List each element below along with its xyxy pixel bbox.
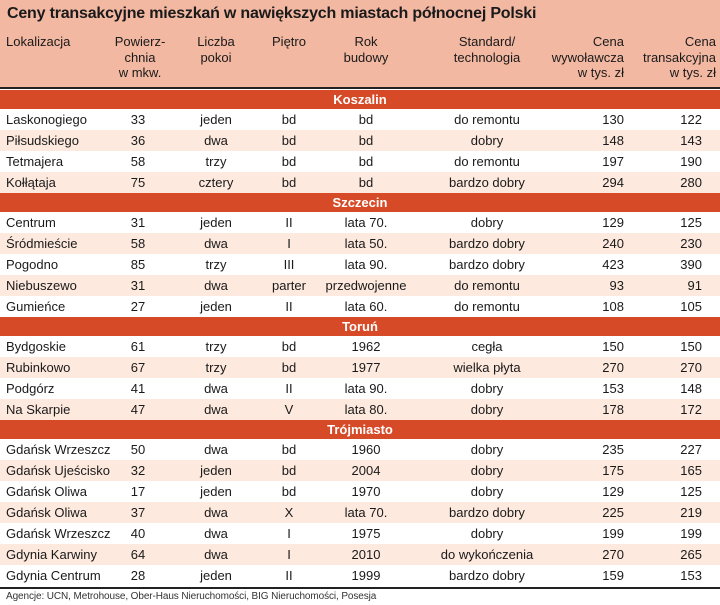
cell-transaction-price: 270	[680, 360, 702, 375]
cell-asking-price: 178	[602, 402, 624, 417]
cell-standard: bardzo dobry	[449, 505, 525, 520]
cell-standard: do remontu	[454, 112, 520, 127]
cell-transaction-price: 150	[680, 339, 702, 354]
cell-standard: dobry	[470, 133, 504, 148]
cell-rooms: jeden	[200, 568, 232, 583]
header-transaction-price: Cena transakcyjna w tys. zł	[643, 34, 716, 80]
cell-standard: dobry	[470, 215, 504, 230]
table-row	[0, 130, 720, 151]
cell-transaction-price: 105	[680, 299, 702, 314]
header-year: Rok budowy	[343, 34, 389, 65]
cell-transaction-price: 125	[680, 484, 702, 499]
cell-floor: bd	[281, 133, 297, 148]
cell-year: lata 90.	[344, 257, 388, 272]
cell-year: 1970	[351, 484, 381, 499]
table-row	[0, 109, 720, 130]
cell-transaction-price: 219	[680, 505, 702, 520]
cell-floor: bd	[281, 463, 297, 478]
cell-area: 40	[130, 526, 146, 541]
cell-location: Gdańsk Oliwa	[6, 484, 87, 499]
cell-location: Piłsudskiego	[6, 133, 79, 148]
cell-transaction-price: 153	[680, 568, 702, 583]
cell-floor: bd	[281, 360, 297, 375]
table-row	[0, 544, 720, 565]
cell-transaction-price: 190	[680, 154, 702, 169]
table-row	[0, 502, 720, 523]
table-row	[0, 523, 720, 544]
table-row	[0, 151, 720, 172]
cell-asking-price: 175	[602, 463, 624, 478]
cell-location: Tetmajera	[6, 154, 64, 169]
cell-floor: II	[285, 381, 293, 396]
cell-transaction-price: 280	[680, 175, 702, 190]
cell-asking-price: 130	[602, 112, 624, 127]
cell-standard: cegła	[471, 339, 503, 354]
cell-location: Laskonogiego	[6, 112, 87, 127]
table-row	[0, 296, 720, 317]
cell-area: 28	[130, 568, 146, 583]
cell-year: 1999	[351, 568, 381, 583]
cell-location: Gdańsk Wrzeszcz	[6, 526, 111, 541]
cell-standard: dobry	[470, 463, 504, 478]
cell-standard: do remontu	[454, 299, 520, 314]
source-note: Agencje: UCN, Metrohouse, Ober-Haus Nieruchomości, BIG Nieruchomości, Posesja	[6, 591, 377, 602]
cell-floor: bd	[281, 484, 297, 499]
cell-transaction-price: 172	[680, 402, 702, 417]
cell-asking-price: 108	[602, 299, 624, 314]
cell-location: Kołłątaja	[6, 175, 56, 190]
cell-transaction-price: 199	[680, 526, 702, 541]
header-standard: Standard/ technologia	[453, 34, 521, 65]
cell-floor: II	[285, 215, 293, 230]
cell-asking-price: 129	[602, 484, 624, 499]
cell-floor: II	[285, 568, 293, 583]
cell-floor: I	[287, 547, 291, 562]
cell-rooms: jeden	[200, 484, 232, 499]
cell-rooms: dwa	[204, 505, 228, 520]
cell-rooms: trzy	[205, 360, 227, 375]
cell-floor: bd	[281, 339, 297, 354]
cell-standard: bardzo dobry	[449, 236, 525, 251]
footer-rule	[0, 587, 720, 589]
cell-area: 50	[130, 442, 146, 457]
cell-transaction-price: 122	[680, 112, 702, 127]
cell-standard: do remontu	[454, 278, 520, 293]
header-location: Lokalizacja	[6, 34, 71, 49]
cell-location: Na Skarpie	[6, 402, 71, 417]
cell-transaction-price: 227	[680, 442, 702, 457]
cell-location: Niebuszewo	[6, 278, 77, 293]
header-floor: Piętro	[272, 34, 306, 49]
cell-rooms: dwa	[204, 236, 228, 251]
table-row	[0, 233, 720, 254]
cell-standard: bardzo dobry	[449, 568, 525, 583]
cell-area: 27	[130, 299, 146, 314]
group-header: Szczecin	[0, 193, 720, 212]
cell-floor: parter	[272, 278, 306, 293]
cell-year: 1962	[351, 339, 381, 354]
cell-rooms: dwa	[204, 381, 228, 396]
header-asking-price: Cena wywoławcza w tys. zł	[551, 34, 624, 80]
cell-transaction-price: 143	[680, 133, 702, 148]
cell-year: bd	[358, 133, 374, 148]
table-row	[0, 357, 720, 378]
cell-year: lata 50.	[344, 236, 388, 251]
group-header: Koszalin	[0, 90, 720, 109]
cell-year: 1977	[351, 360, 381, 375]
cell-rooms: dwa	[204, 547, 228, 562]
cell-asking-price: 270	[602, 360, 624, 375]
cell-year: bd	[358, 175, 374, 190]
cell-location: Pogodno	[6, 257, 59, 272]
cell-standard: do remontu	[454, 154, 520, 169]
cell-standard: wielka płyta	[453, 360, 521, 375]
cell-location: Gumieńce	[6, 299, 66, 314]
cell-transaction-price: 91	[687, 278, 702, 293]
cell-location: Gdynia Karwiny	[6, 547, 98, 562]
cell-year: 1960	[351, 442, 381, 457]
cell-transaction-price: 390	[680, 257, 702, 272]
cell-asking-price: 93	[609, 278, 624, 293]
cell-area: 37	[130, 505, 146, 520]
cell-asking-price: 240	[602, 236, 624, 251]
cell-transaction-price: 230	[680, 236, 702, 251]
cell-area: 17	[130, 484, 146, 499]
cell-floor: bd	[281, 175, 297, 190]
cell-asking-price: 235	[602, 442, 624, 457]
cell-asking-price: 270	[602, 547, 624, 562]
cell-area: 58	[130, 154, 146, 169]
cell-asking-price: 159	[602, 568, 624, 583]
header-rule	[0, 87, 720, 89]
cell-year: 2004	[351, 463, 381, 478]
cell-location: Gdańsk Oliwa	[6, 505, 87, 520]
cell-rooms: trzy	[205, 154, 227, 169]
cell-area: 64	[130, 547, 146, 562]
cell-area: 58	[130, 236, 146, 251]
table-row	[0, 399, 720, 420]
cell-area: 67	[130, 360, 146, 375]
table-row	[0, 378, 720, 399]
cell-rooms: jeden	[200, 463, 232, 478]
cell-rooms: dwa	[204, 133, 228, 148]
cell-transaction-price: 165	[680, 463, 702, 478]
table-row	[0, 275, 720, 296]
cell-year: lata 70.	[344, 215, 388, 230]
cell-floor: I	[287, 526, 291, 541]
cell-location: Gdańsk Wrzeszcz	[6, 442, 111, 457]
cell-standard: dobry	[470, 526, 504, 541]
group-header: Toruń	[0, 317, 720, 336]
cell-area: 31	[130, 278, 146, 293]
table-row	[0, 481, 720, 502]
cell-asking-price: 225	[602, 505, 624, 520]
cell-area: 32	[130, 463, 146, 478]
cell-location: Gdynia Centrum	[6, 568, 101, 583]
header-rooms: Liczba pokoi	[197, 34, 235, 65]
cell-rooms: trzy	[205, 339, 227, 354]
cell-floor: bd	[281, 154, 297, 169]
cell-location: Śródmieście	[6, 236, 78, 251]
cell-standard: do wykończenia	[440, 547, 534, 562]
cell-year: 1975	[351, 526, 381, 541]
cell-rooms: jeden	[200, 112, 232, 127]
cell-floor: bd	[281, 442, 297, 457]
cell-rooms: dwa	[204, 402, 228, 417]
cell-year: 2010	[351, 547, 381, 562]
table-row	[0, 336, 720, 357]
cell-asking-price: 150	[602, 339, 624, 354]
cell-asking-price: 129	[602, 215, 624, 230]
cell-asking-price: 153	[602, 381, 624, 396]
table-row	[0, 565, 720, 586]
cell-area: 36	[130, 133, 146, 148]
cell-year: lata 80.	[344, 402, 388, 417]
cell-asking-price: 148	[602, 133, 624, 148]
cell-rooms: jeden	[200, 215, 232, 230]
cell-location: Centrum	[6, 215, 56, 230]
cell-area: 75	[130, 175, 146, 190]
cell-asking-price: 197	[602, 154, 624, 169]
cell-rooms: jeden	[200, 299, 232, 314]
cell-floor: I	[287, 236, 291, 251]
cell-year: przedwojenne	[325, 278, 407, 293]
cell-year: bd	[358, 154, 374, 169]
cell-year: lata 70.	[344, 505, 388, 520]
cell-standard: dobry	[470, 484, 504, 499]
cell-area: 85	[130, 257, 146, 272]
cell-location: Gdańsk Ujeścisko	[6, 463, 111, 478]
cell-floor: III	[283, 257, 295, 272]
cell-standard: dobry	[470, 402, 504, 417]
cell-transaction-price: 265	[680, 547, 702, 562]
cell-transaction-price: 125	[680, 215, 702, 230]
cell-floor: II	[285, 299, 293, 314]
cell-asking-price: 423	[602, 257, 624, 272]
table-row	[0, 460, 720, 481]
table-row	[0, 172, 720, 193]
cell-year: lata 90.	[344, 381, 388, 396]
cell-floor: bd	[281, 112, 297, 127]
cell-floor: X	[284, 505, 294, 520]
group-header: Trójmiasto	[0, 420, 720, 439]
cell-standard: bardzo dobry	[449, 175, 525, 190]
cell-rooms: dwa	[204, 526, 228, 541]
cell-area: 61	[130, 339, 146, 354]
cell-location: Rubinkowo	[6, 360, 71, 375]
cell-area: 41	[130, 381, 146, 396]
table-row	[0, 254, 720, 275]
table-row	[0, 439, 720, 460]
cell-rooms: dwa	[204, 442, 228, 457]
cell-location: Bydgoskie	[6, 339, 66, 354]
cell-area: 31	[130, 215, 146, 230]
header-area: Powierz- chnia w mkw.	[114, 34, 166, 80]
cell-year: bd	[358, 112, 374, 127]
cell-standard: dobry	[470, 381, 504, 396]
cell-location: Podgórz	[6, 381, 55, 396]
cell-area: 47	[130, 402, 146, 417]
cell-standard: dobry	[470, 442, 504, 457]
table-row	[0, 212, 720, 233]
cell-transaction-price: 148	[680, 381, 702, 396]
cell-rooms: cztery	[198, 175, 234, 190]
cell-standard: bardzo dobry	[449, 257, 525, 272]
cell-rooms: trzy	[205, 257, 227, 272]
cell-year: lata 60.	[344, 299, 388, 314]
table-title: Ceny transakcyjne mieszkań w nawiększych miastach północnej Polski	[7, 5, 537, 22]
table-header	[0, 0, 720, 87]
cell-asking-price: 199	[602, 526, 624, 541]
cell-area: 33	[130, 112, 146, 127]
cell-floor: V	[284, 402, 294, 417]
cell-asking-price: 294	[602, 175, 624, 190]
cell-rooms: dwa	[204, 278, 228, 293]
